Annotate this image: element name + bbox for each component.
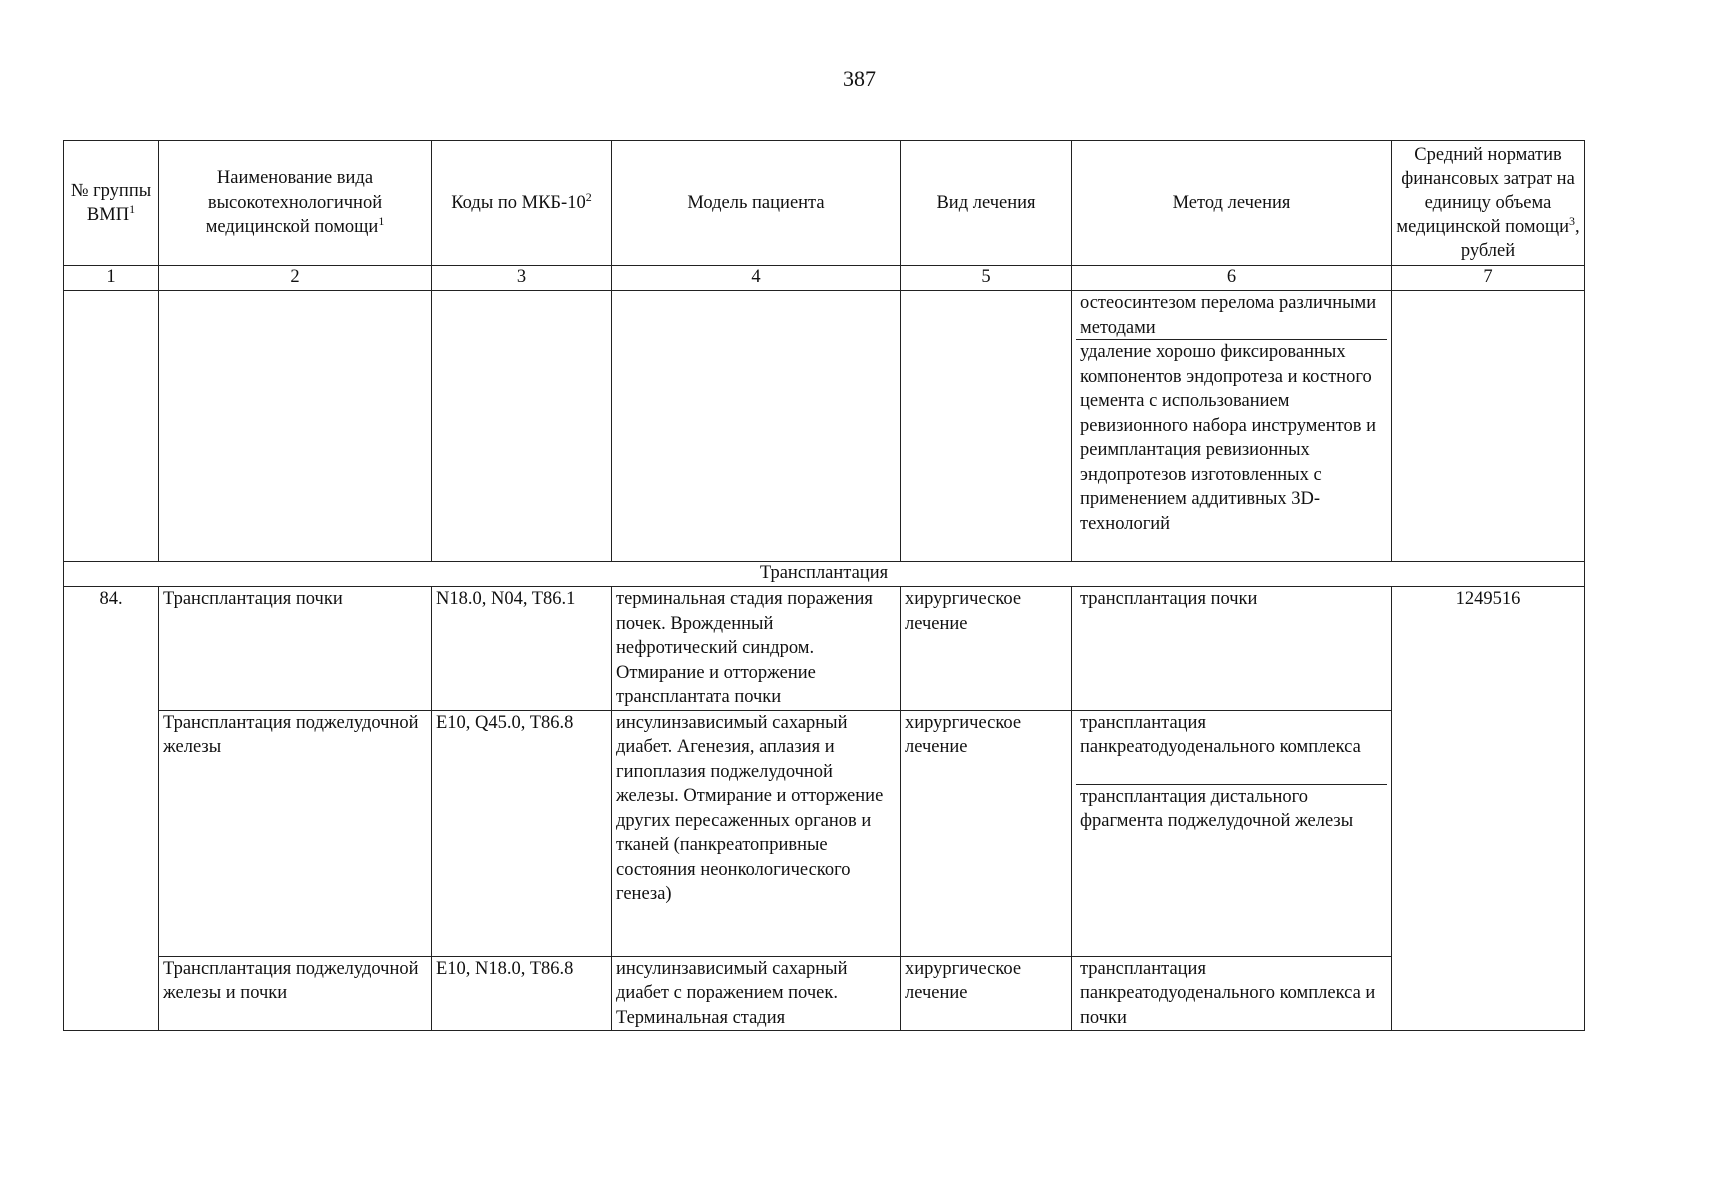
patient-model: терминальная стадия поражения почек. Врожденный нефротический синдром. Отмирание и отторжение трансплантата почки	[612, 587, 901, 711]
methods-cell	[1072, 956, 1392, 1031]
empty-cell	[64, 291, 159, 562]
icd-codes: E10, Q45.0, T86.8	[432, 710, 612, 956]
table-row	[64, 710, 1585, 956]
table-row	[64, 587, 1585, 711]
column-number: 3	[432, 266, 612, 291]
empty-cell	[432, 291, 612, 562]
header-icd-codes: Коды по МКБ-$10^2$	[432, 141, 612, 266]
header-patient-model: Модель пациента	[612, 141, 901, 266]
empty-cell	[901, 291, 1072, 562]
method-item: остеосинтезом перелома различными методами	[1080, 293, 1377, 338]
method-item: удаление хорошо фиксированных компонентов эндопротеза и костного цемента с использованием ревизионного набора инструментов и реимплантация ревизионных эндопротезов изготовленных с применением аддитивных 3D-технологий	[1076, 339, 1387, 536]
header-treatment-type: Вид лечения	[901, 141, 1072, 266]
care-type-name: Трансплантация поджелудочной железы и почки	[159, 956, 432, 1031]
empty-cell	[1392, 291, 1585, 562]
methods-cell	[1072, 291, 1392, 562]
icd-codes: E10, N18.0, T86.8	[432, 956, 612, 1031]
page-number: 387	[843, 66, 876, 91]
column-number: 5	[901, 266, 1072, 291]
method-item: трансплантация панкреатодуоденального комплекса	[1080, 712, 1361, 757]
header-row	[64, 141, 1585, 266]
care-type-name: Трансплантация почки	[159, 587, 432, 711]
patient-model: инсулинзависимый сахарный диабет с поражением почек. Терминальная стадия	[612, 956, 901, 1031]
empty-cell	[612, 291, 901, 562]
column-number: 2	[159, 266, 432, 291]
vmp-table	[63, 140, 1585, 1031]
header-cost-norm: Средний норматив финансовых затрат на единицу объема медицинской помощи$^3$, рублей	[1392, 141, 1585, 266]
header-care-type: Наименование вида высокотехнологичной медицинской помощи$^1$	[159, 141, 432, 266]
cost-norm-value: 1249516	[1392, 587, 1585, 1031]
column-number-row	[64, 266, 1585, 291]
table-row	[64, 956, 1585, 1031]
patient-model: инсулинзависимый сахарный диабет. Агенезия, аплазия и гипоплазия поджелудочной железы. Отмирание и отторжение других пересаженных органов и тканей (панкреатопривные состояния неонкологического генеза)	[612, 710, 901, 956]
method-item: трансплантация почки	[1080, 589, 1258, 609]
group-number: 84.	[64, 587, 159, 1031]
column-number: 7	[1392, 266, 1585, 291]
column-number: 4	[612, 266, 901, 291]
methods-cell	[1072, 587, 1392, 711]
header-treatment-method: Метод лечения	[1072, 141, 1392, 266]
treatment-type: хирургическое лечение	[901, 956, 1072, 1031]
continuation-row	[64, 291, 1585, 562]
method-item: трансплантация дистального фрагмента поджелудочной железы	[1076, 784, 1387, 834]
care-type-name: Трансплантация поджелудочной железы	[159, 710, 432, 956]
treatment-type: хирургическое лечение	[901, 710, 1072, 956]
column-number: 6	[1072, 266, 1392, 291]
section-row	[64, 562, 1585, 587]
empty-cell	[159, 291, 432, 562]
treatment-type: хирургическое лечение	[901, 587, 1072, 711]
header-group-number: № группы ВМП$^1$	[64, 141, 159, 266]
column-number: 1	[64, 266, 159, 291]
methods-cell	[1072, 710, 1392, 956]
method-item: трансплантация панкреатодуоденального комплекса и почки	[1080, 958, 1376, 1028]
section-title: Трансплантация	[64, 562, 1585, 587]
icd-codes: N18.0, N04, T86.1	[432, 587, 612, 711]
